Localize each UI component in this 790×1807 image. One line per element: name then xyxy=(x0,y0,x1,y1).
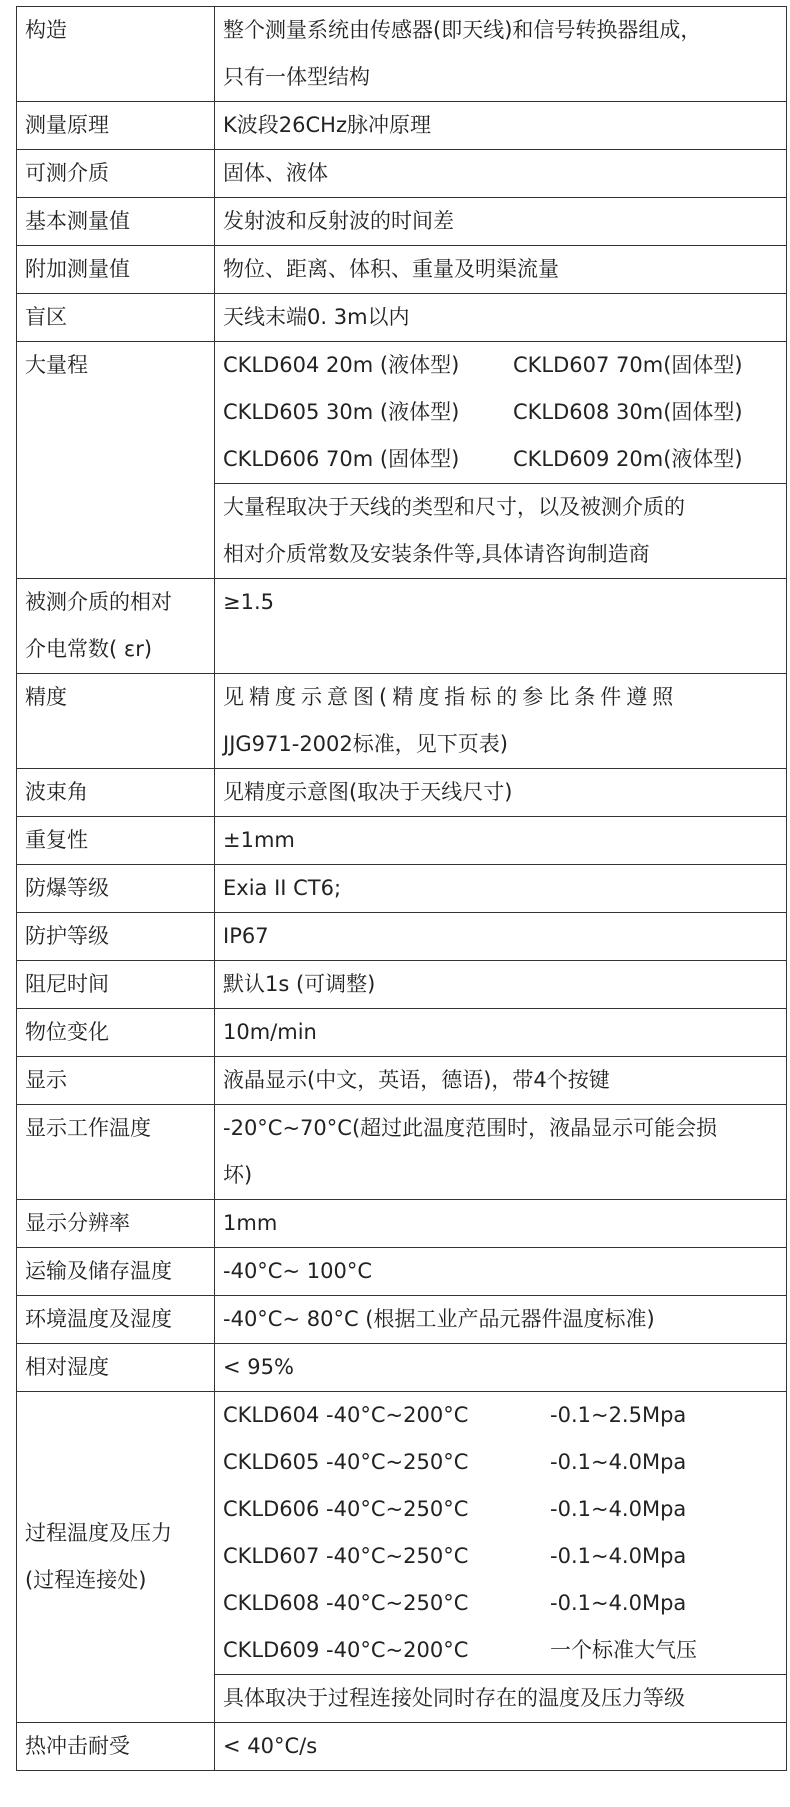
label-line: 过程温度及压力 xyxy=(25,1521,172,1545)
row-value: 10m/min xyxy=(215,1009,787,1057)
process-line xyxy=(223,1439,786,1486)
process-model-temp: CKLD608 -40°C~250°C xyxy=(223,1591,469,1615)
row-value: ≥1.5 xyxy=(215,579,787,674)
row-value xyxy=(215,342,787,579)
row-label: 防爆等级 xyxy=(17,865,215,913)
row-value: < 95% xyxy=(215,1344,787,1392)
row-label: 物位变化 xyxy=(17,1009,215,1057)
row-value: 默认1s (可调整) xyxy=(215,961,787,1009)
row-label: 附加测量值 xyxy=(17,246,215,294)
row-value: 固体、液体 xyxy=(215,150,787,198)
table-row xyxy=(17,102,787,150)
table-row xyxy=(17,342,787,579)
row-label xyxy=(17,1392,215,1723)
row-label: 盲区 xyxy=(17,294,215,342)
table-row xyxy=(17,817,787,865)
range-left: CKLD605 30m (液体型) xyxy=(223,400,460,424)
row-label: 构造 xyxy=(17,7,215,102)
process-pressure: -0.1~4.0Mpa xyxy=(550,1591,687,1615)
table-row xyxy=(17,769,787,817)
range-line xyxy=(223,389,786,436)
row-value: IP67 xyxy=(215,913,787,961)
label-line: 介电常数( εr) xyxy=(25,637,153,661)
row-label: 显示 xyxy=(17,1057,215,1105)
process-model-temp: CKLD606 -40°C~250°C xyxy=(223,1497,469,1521)
range-note xyxy=(215,483,786,578)
table-row xyxy=(17,1248,787,1296)
row-value xyxy=(215,674,787,769)
row-value: 天线末端0. 3m以内 xyxy=(215,294,787,342)
range-right: CKLD609 20m(液体型) xyxy=(513,447,743,471)
process-pressure: 一个标准大气压 xyxy=(550,1638,697,1662)
table-row xyxy=(17,1105,787,1200)
row-value xyxy=(215,7,787,102)
row-value: 1mm xyxy=(215,1200,787,1248)
table-row xyxy=(17,579,787,674)
range-right: CKLD607 70m(固体型) xyxy=(513,353,743,377)
value-line: -20°C~70°C(超过此温度范围时，液晶显示可能会损 xyxy=(223,1116,718,1140)
range-left: CKLD606 70m (固体型) xyxy=(223,447,460,471)
process-line xyxy=(223,1486,786,1533)
value-line: JJG971-2002标准，见下页表) xyxy=(223,732,508,756)
row-value xyxy=(215,1392,787,1723)
range-left: CKLD604 20m (液体型) xyxy=(223,353,460,377)
process-line xyxy=(223,1580,786,1627)
note-line: 相对介质常数及安装条件等,具体请咨询制造商 xyxy=(223,542,650,566)
row-value: ±1mm xyxy=(215,817,787,865)
row-value: 物位、距离、体积、重量及明渠流量 xyxy=(215,246,787,294)
row-label: 热冲击耐受 xyxy=(17,1723,215,1771)
row-value: 液晶显示(中文，英语，德语)，带4个按键 xyxy=(215,1057,787,1105)
range-line xyxy=(223,342,786,389)
row-label xyxy=(17,579,215,674)
range-right: CKLD608 30m(固体型) xyxy=(513,400,743,424)
row-label: 阻尼时间 xyxy=(17,961,215,1009)
table-row xyxy=(17,150,787,198)
table-row xyxy=(17,674,787,769)
row-label: 环境温度及湿度 xyxy=(17,1296,215,1344)
label-line: (过程连接处) xyxy=(25,1568,147,1592)
row-label: 精度 xyxy=(17,674,215,769)
table-row xyxy=(17,961,787,1009)
row-value: -40°C~ 100°C xyxy=(215,1248,787,1296)
process-note: 具体取决于过程连接处同时存在的温度及压力等级 xyxy=(215,1674,786,1722)
row-label: 显示分辨率 xyxy=(17,1200,215,1248)
process-model-temp: CKLD605 -40°C~250°C xyxy=(223,1450,469,1474)
row-value: -40°C~ 80°C (根据工业产品元器件温度标准) xyxy=(215,1296,787,1344)
table-row xyxy=(17,1392,787,1723)
row-label: 测量原理 xyxy=(17,102,215,150)
table-row xyxy=(17,1009,787,1057)
note-line: 大量程取决于天线的类型和尺寸，以及被测介质的 xyxy=(223,495,685,519)
table-row xyxy=(17,246,787,294)
process-pressure: -0.1~4.0Mpa xyxy=(550,1450,687,1474)
row-label: 显示工作温度 xyxy=(17,1105,215,1200)
process-pressure: -0.1~4.0Mpa xyxy=(550,1497,687,1521)
value-line: 只有一体型结构 xyxy=(223,65,370,89)
table-row xyxy=(17,294,787,342)
row-value: Exia II CT6; xyxy=(215,865,787,913)
value-line: 见精度示意图(精度指标的参比条件遵照 xyxy=(223,685,679,709)
table-row xyxy=(17,1057,787,1105)
process-line xyxy=(223,1627,786,1674)
process-pressure: -0.1~4.0Mpa xyxy=(550,1544,687,1568)
row-value xyxy=(215,1105,787,1200)
table-row xyxy=(17,1296,787,1344)
row-label: 基本测量值 xyxy=(17,198,215,246)
row-label: 运输及储存温度 xyxy=(17,1248,215,1296)
process-model-temp: CKLD607 -40°C~250°C xyxy=(223,1544,469,1568)
spec-table xyxy=(16,6,787,1771)
row-value: < 40°C/s xyxy=(215,1723,787,1771)
label-line: 被测介质的相对 xyxy=(25,590,172,614)
table-row xyxy=(17,1344,787,1392)
row-label: 重复性 xyxy=(17,817,215,865)
process-line xyxy=(223,1392,786,1439)
table-row xyxy=(17,913,787,961)
process-model-temp: CKLD604 -40°C~200°C xyxy=(223,1403,469,1427)
table-row xyxy=(17,865,787,913)
table-row xyxy=(17,1200,787,1248)
row-value: 发射波和反射波的时间差 xyxy=(215,198,787,246)
row-label: 可测介质 xyxy=(17,150,215,198)
process-model-temp: CKLD609 -40°C~200°C xyxy=(223,1638,469,1662)
row-value: K波段26CHz脉冲原理 xyxy=(215,102,787,150)
range-line xyxy=(223,436,786,483)
value-line: 坏) xyxy=(223,1163,253,1187)
row-label: 波束角 xyxy=(17,769,215,817)
value-line: 整个测量系统由传感器(即天线)和信号转换器组成， xyxy=(223,18,702,42)
table-row xyxy=(17,1723,787,1771)
table-row xyxy=(17,198,787,246)
row-label: 相对湿度 xyxy=(17,1344,215,1392)
table-row xyxy=(17,7,787,102)
row-value: 见精度示意图(取决于天线尺寸) xyxy=(215,769,787,817)
process-pressure: -0.1~2.5Mpa xyxy=(550,1403,687,1427)
row-label: 大量程 xyxy=(17,342,215,579)
process-line xyxy=(223,1533,786,1580)
row-label: 防护等级 xyxy=(17,913,215,961)
